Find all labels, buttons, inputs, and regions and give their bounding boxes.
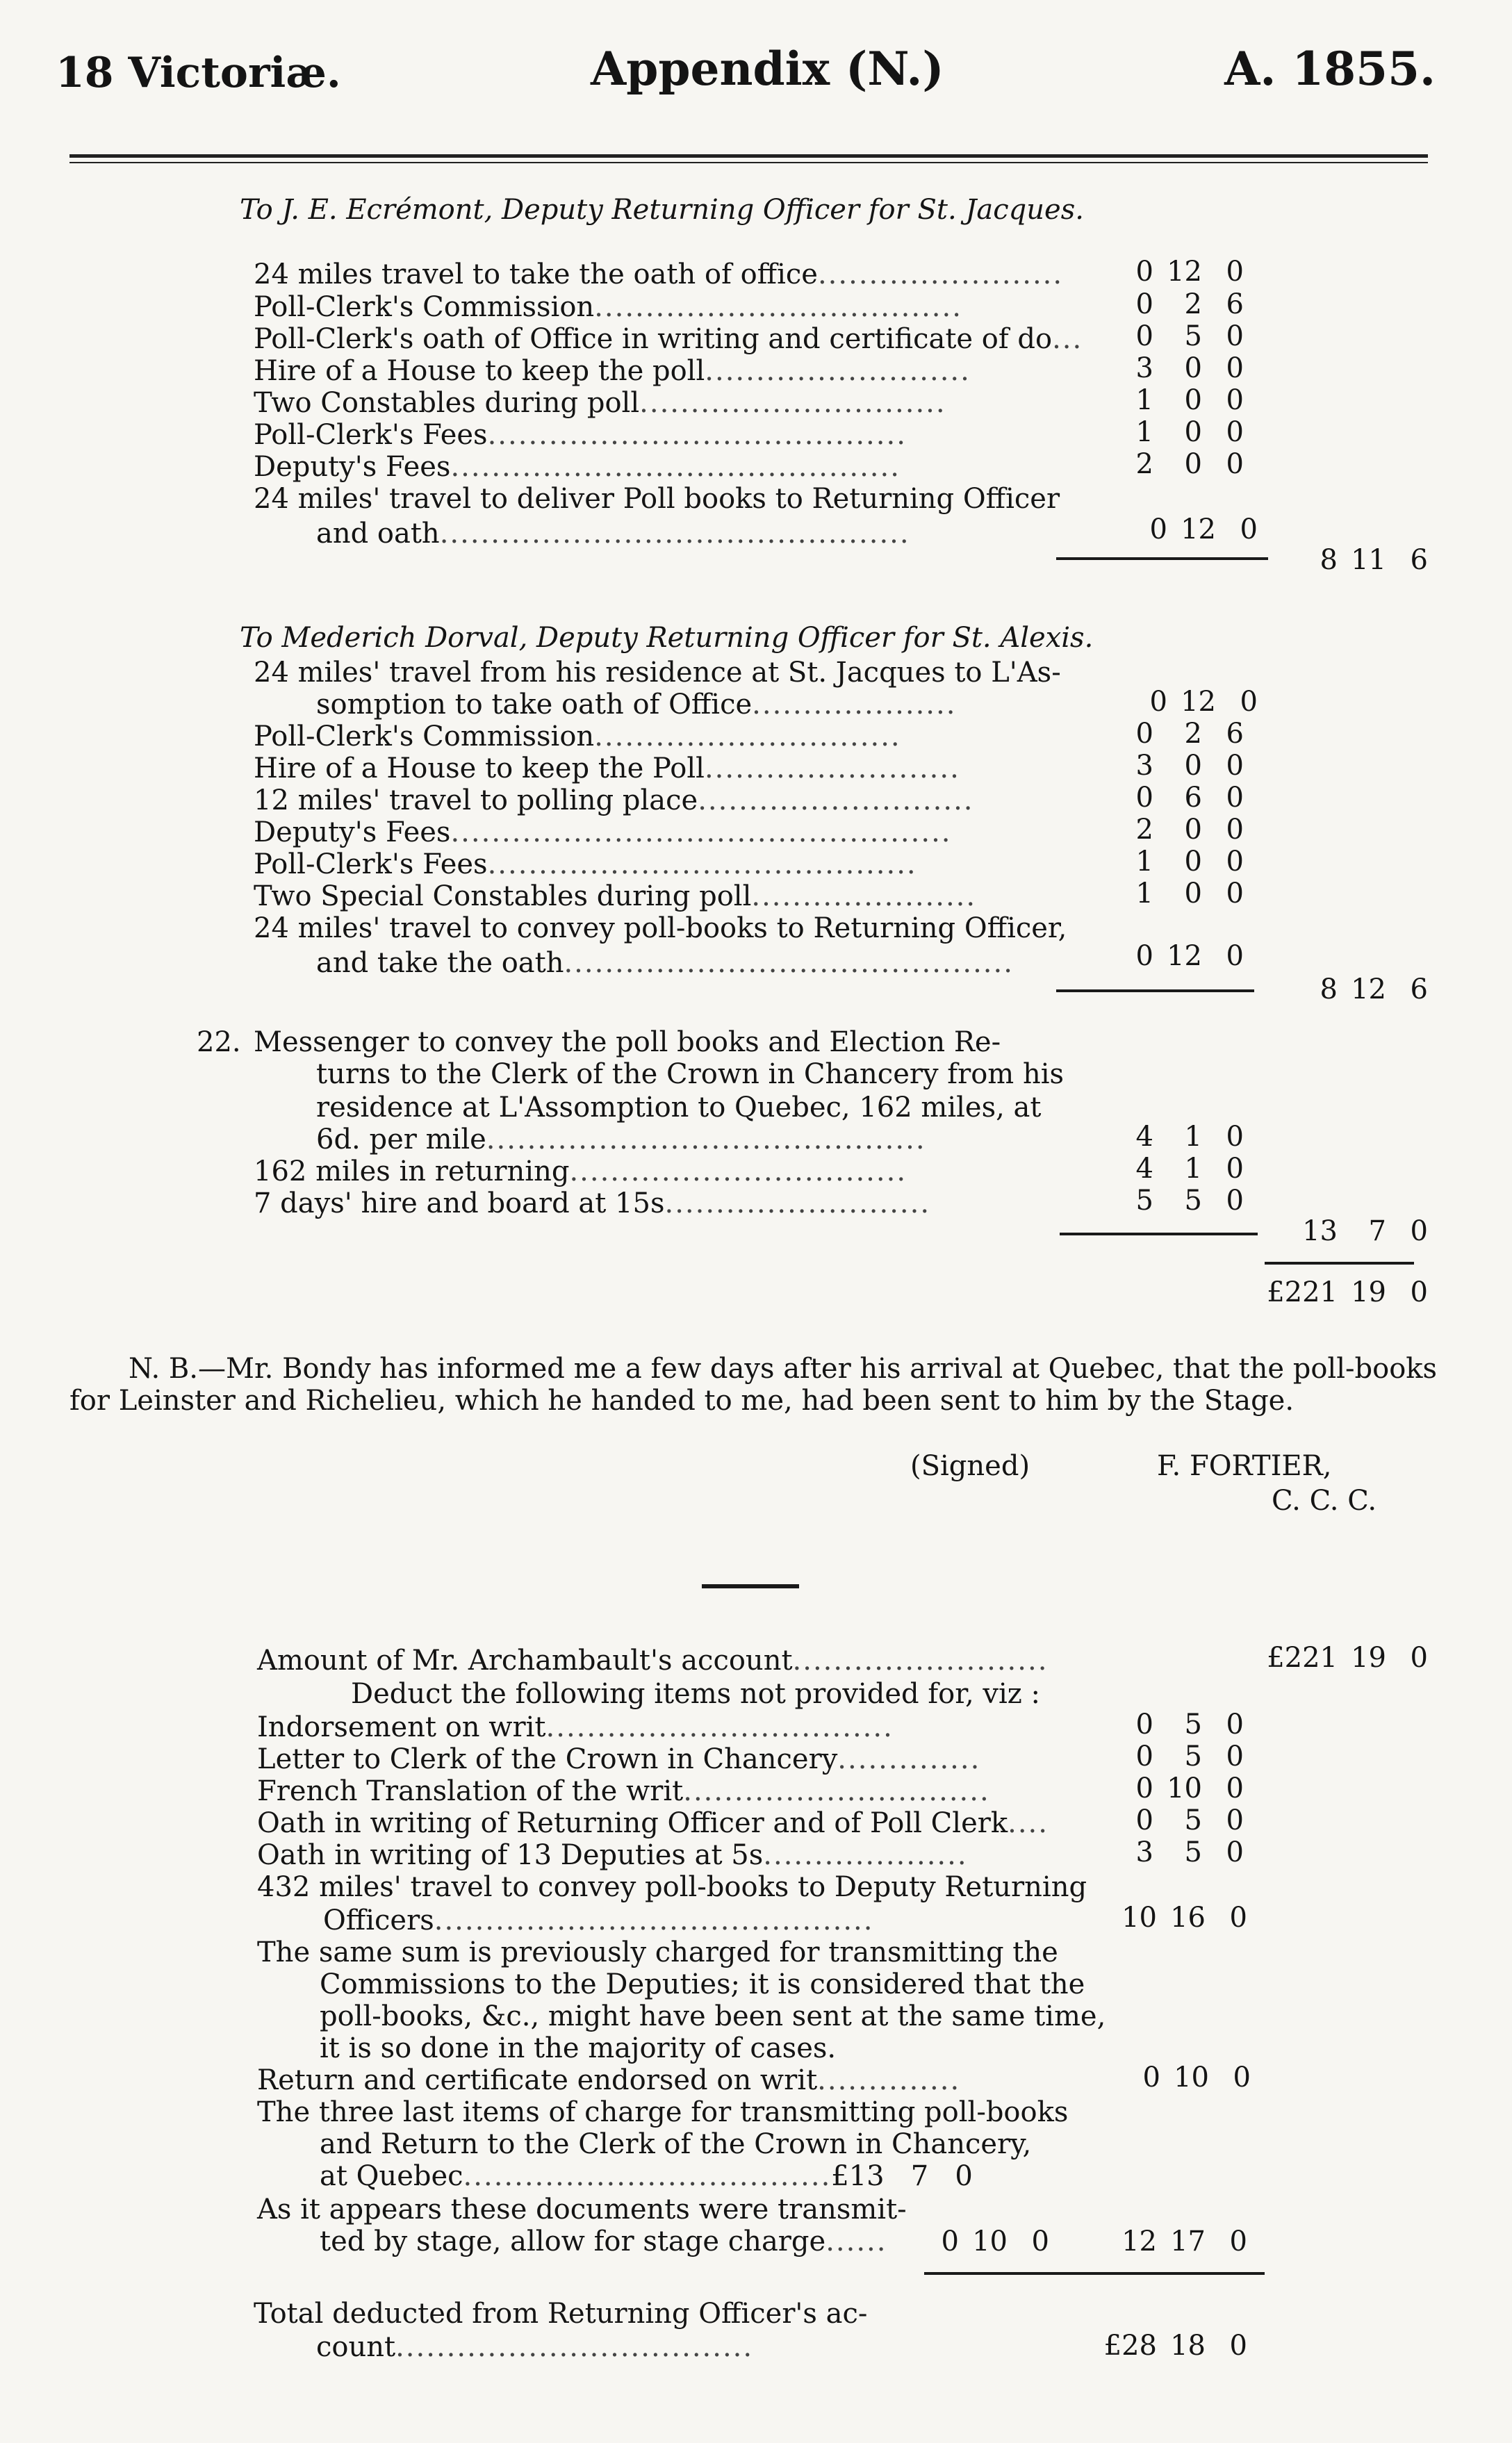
ded-remark-2: poll-books, &c., might have been sent at the same time,	[320, 2000, 1106, 2032]
s1-item-0: 24 miles travel to take the oath of office........................	[254, 258, 1064, 290]
s2-item-6: Two Special Constables during poll......................	[254, 880, 977, 912]
signed-label: (Signed)	[910, 1450, 1030, 1482]
ded-stage-1: ted by stage, allow for stage charge......	[320, 2226, 887, 2257]
ded-remark-1: Commissions to the Deputies; it is considered that the	[320, 1968, 1085, 2000]
s3-grand-total: £221 19 0	[1267, 1276, 1428, 1308]
header-rule-thin	[69, 162, 1428, 163]
s3-amount-2: 4 1 0	[1135, 1153, 1244, 1185]
note-line-1: N. B.—Mr. Bondy has informed me a few days after his arrival at Quebec, that the poll-books	[129, 1353, 1438, 1385]
s2-item-3: 12 miles' travel to polling place...........................	[254, 784, 974, 816]
s2-amount-3: 0 6 0	[1135, 782, 1244, 814]
s3-item-2: 162 miles in returning.................................	[254, 1155, 907, 1187]
s1-amount-4: 1 0 0	[1135, 384, 1244, 416]
ded-total-label-2: count...................................	[316, 2331, 754, 2363]
s1-amount-1: 0 2 6	[1135, 288, 1244, 320]
s2-item-2: Hire of a House to keep the Poll.........................	[254, 752, 960, 784]
s2-amount-0: 0 12 0	[1149, 686, 1258, 718]
ded-amount-3: 0 5 0	[1135, 1804, 1244, 1836]
header-session: 18 Victoriæ.	[56, 49, 341, 97]
ded-item-4: Oath in writing of 13 Deputies at 5s....................	[257, 1839, 968, 1871]
ded-amount-1: 0 5 0	[1135, 1741, 1244, 1772]
s3-line-3: 6d. per mile...........................................	[316, 1124, 926, 1155]
s2-item-7-cont: and take the oath............................................	[316, 947, 1014, 979]
s2-item-0: 24 miles' travel from his residence at St. Jacques to L'As-	[254, 657, 1061, 689]
s3-amount-1: 4 1 0	[1135, 1121, 1244, 1153]
s2-item-0-cont: somption to take oath of Office....................	[316, 689, 957, 721]
ded-item-2: French Translation of the writ..............................	[257, 1775, 990, 1807]
signatory-name: F. FORTIER,	[1157, 1450, 1332, 1482]
ded-amount-4: 3 5 0	[1135, 1836, 1244, 1868]
s3-line-1: turns to the Clerk of the Crown in Chancery from his	[316, 1058, 1065, 1090]
s3-total: 13 7 0	[1302, 1215, 1428, 1247]
ded-stage-diff: 12 17 0	[1121, 2226, 1247, 2257]
ded-travel-line-1: 432 miles' travel to convey poll-books to Deputy Returning	[257, 1871, 1087, 1903]
s1-item-7-cont: and oath..............................................	[316, 518, 910, 550]
ded-item-0: Indorsement on writ..................................	[257, 1711, 894, 1743]
s2-amount-4: 2 0 0	[1135, 814, 1244, 846]
header-rule-thick	[69, 154, 1428, 158]
ded-remark-0: The same sum is previously charged for transmitting the	[257, 1936, 1058, 1968]
s3-item-3: 7 days' hire and board at 15s..........................	[254, 1187, 931, 1219]
s3-line-0: Messenger to convey the poll books and Election Re-	[254, 1026, 1001, 1058]
ded-amount-0: 0 5 0	[1135, 1709, 1244, 1741]
ded-return-label: Return and certificate endorsed on writ..............	[257, 2064, 961, 2096]
header-appendix: Appendix (N.)	[591, 42, 944, 96]
s3-line-2: residence at L'Assomption to Quebec, 162 miles, at	[316, 1092, 1042, 1124]
section2-title: To Mederich Dorval, Deputy Returning Officer for St. Alexis.	[240, 622, 1094, 654]
ded-travel-line-2: Officers...........................................	[323, 1905, 874, 1936]
ded-total-amount: £28 18 0	[1103, 2330, 1247, 2362]
s2-amount-6: 1 0 0	[1135, 878, 1244, 910]
s2-amount-5: 1 0 0	[1135, 846, 1244, 878]
ded-stage-amount: 0 10 0	[941, 2226, 1049, 2257]
s3-amount-3: 5 5 0	[1135, 1185, 1244, 1217]
s2-total: 8 12 6	[1320, 973, 1428, 1005]
s2-subtotal-rule	[1056, 989, 1254, 992]
page-header	[56, 42, 1436, 118]
ded-amount-total: £221 19 0	[1267, 1642, 1428, 1674]
s1-item-1: Poll-Clerk's Commission....................................	[254, 291, 962, 323]
s1-amount-6: 2 0 0	[1135, 448, 1244, 480]
s1-subtotal-rule	[1056, 557, 1268, 560]
s1-item-4: Two Constables during poll..............................	[254, 387, 946, 419]
s2-amount-2: 3 0 0	[1135, 750, 1244, 782]
ded-return-amount: 0 10 0	[1142, 2062, 1251, 2094]
s3-subtotal-rule	[1060, 1233, 1258, 1235]
ded-total-label-1: Total deducted from Returning Officer's ac-	[254, 2298, 868, 2330]
s2-amount-7: 0 12 0	[1135, 940, 1244, 972]
section1-title: To J. E. Ecrémont, Deputy Returning Officer for St. Jacques.	[240, 194, 1084, 226]
s2-amount-1: 0 2 6	[1135, 718, 1244, 750]
s1-amount-0: 0 12 0	[1135, 256, 1244, 288]
ded-item-1: Letter to Clerk of the Crown in Chancery..............	[257, 1743, 981, 1775]
s3-grand-rule	[1265, 1262, 1414, 1265]
ded-stage-0: As it appears these documents were transmit-	[257, 2194, 907, 2226]
s1-amount-5: 1 0 0	[1135, 416, 1244, 448]
s1-item-7: 24 miles' travel to deliver Poll books to Returning Officer	[254, 483, 1060, 515]
ded-intro: Deduct the following items not provided for, viz :	[351, 1678, 1041, 1710]
s1-amount-2: 0 5 0	[1135, 320, 1244, 352]
ded-total-rule	[924, 2272, 1265, 2275]
section-divider	[702, 1584, 799, 1588]
ded-remark-3: it is so done in the majority of cases.	[320, 2032, 837, 2064]
s1-item-6: Deputy's Fees............................................	[254, 451, 901, 483]
signatory-title: C. C. C.	[1272, 1485, 1377, 1517]
ded-three-0: The three last items of charge for transmitting poll-books	[257, 2096, 1069, 2128]
s3-number: 22.	[197, 1026, 241, 1058]
ded-amount-2: 0 10 0	[1135, 1772, 1244, 1804]
s2-item-4: Deputy's Fees.................................................	[254, 816, 952, 848]
ded-three-2: at Quebec....................................£13 7 0	[320, 2160, 973, 2192]
note-line-2: for Leinster and Richelieu, which he handed to me, had been sent to him by the Stage.	[69, 1385, 1295, 1417]
ded-item-3: Oath in writing of Returning Officer and of Poll Clerk....	[257, 1807, 1049, 1839]
s1-item-3: Hire of a House to keep the poll..........................	[254, 355, 971, 387]
ded-travel-amount: 10 16 0	[1121, 1902, 1247, 1934]
s1-amount-7: 0 12 0	[1149, 513, 1258, 545]
s1-total: 8 11 6	[1320, 544, 1428, 576]
s1-item-5: Poll-Clerk's Fees.........................................	[254, 419, 907, 451]
s1-amount-3: 3 0 0	[1135, 352, 1244, 384]
s1-item-2: Poll-Clerk's oath of Office in writing and certificate of do...	[254, 323, 1083, 355]
ded-three-1: and Return to the Clerk of the Crown in Chancery,	[320, 2128, 1032, 2160]
s2-item-1: Poll-Clerk's Commission..............................	[254, 721, 901, 752]
header-year: A. 1855.	[1224, 42, 1436, 96]
ded-amount-label: Amount of Mr. Archambault's account.........................	[257, 1645, 1049, 1677]
s2-item-5: Poll-Clerk's Fees..........................................	[254, 848, 917, 880]
s2-item-7: 24 miles' travel to convey poll-books to Returning Officer,	[254, 912, 1067, 944]
